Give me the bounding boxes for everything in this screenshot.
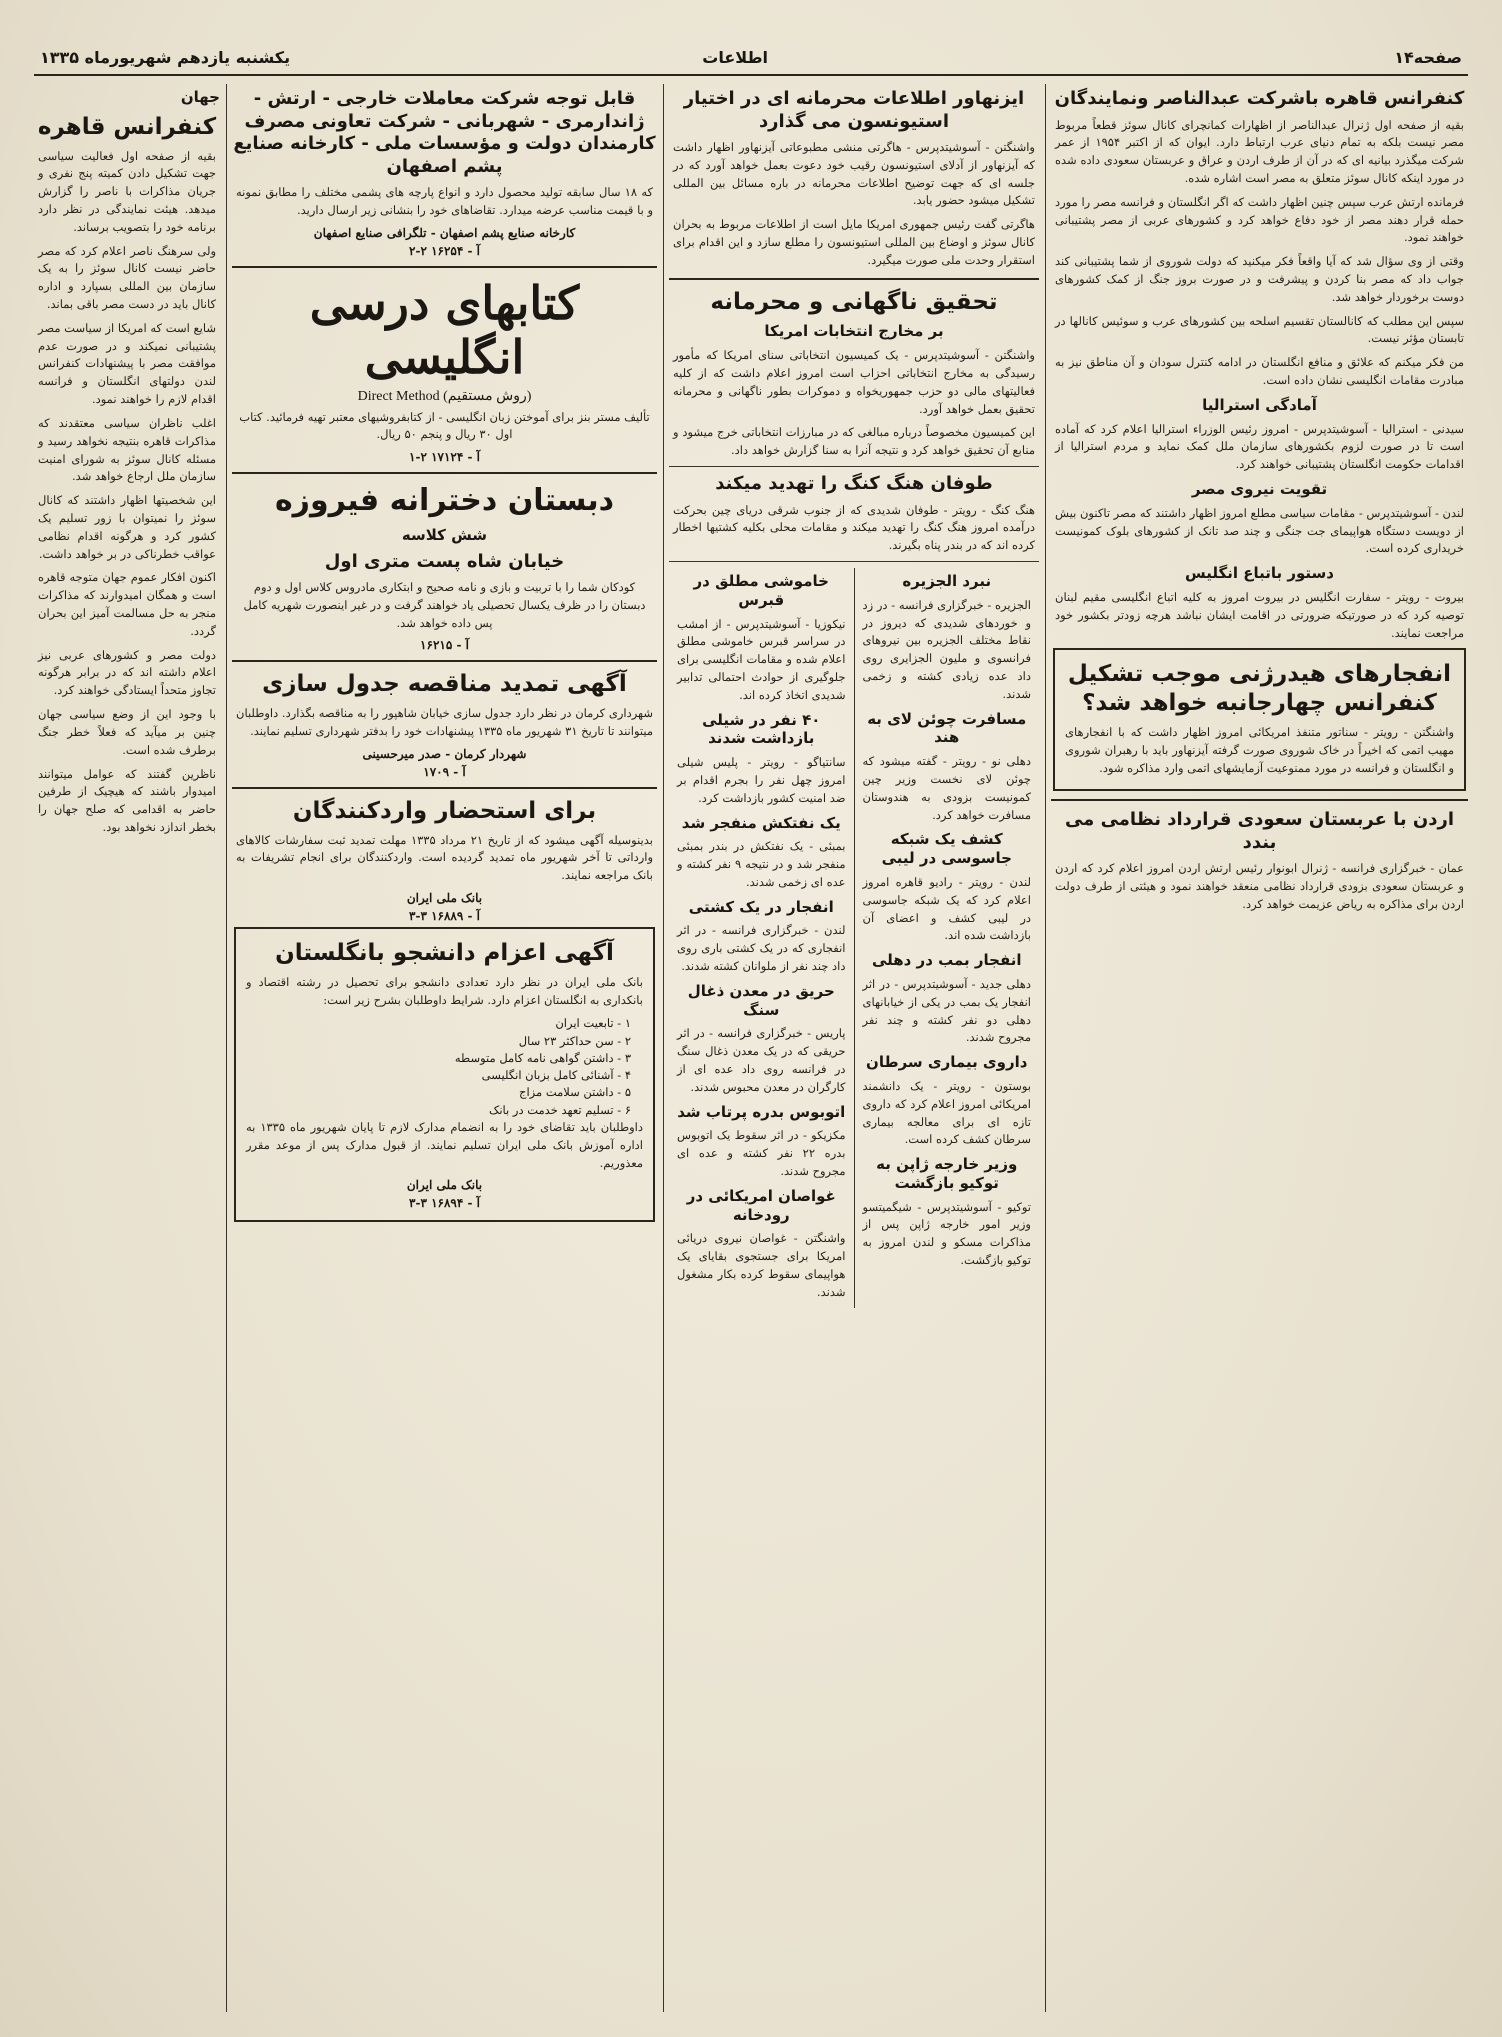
article-paragraph: مکزیکو - در اثر سقوط یک اتوبوس بدره ۲۲ نفر کشته و عده ای مجروح شدند. [677, 1128, 846, 1178]
article-paragraph: سیدنی - استرالیا - آسوشیتدپرس - امروز رئیس الوزراء استرالیا اعلام کرد که آماده است تا در صورت لزوم بکشورهای سازمان ملل کمک نماید و مردم استرالیا از اقدامات حکومت انگلستان پشتیبانی خواهند کرد. [1055, 421, 1464, 472]
article-paragraph: دولت مصر و کشورهای عربی نیز اعلام داشته اند که در برابر هرگونه تجاوز متحداً ایستادگی خواهند کرد. [38, 647, 216, 698]
article-paragraph: سانتیاگو - رویتر - پلیس شیلی امروز چهل نفر را بجرم اقدام بر ضد امنیت کشور بازداشت کرد. [677, 755, 846, 805]
article-paragraph: این کمیسیون مخصوصاً درباره مبالغی که در مبارزات انتخاباتی خرج میشود و منابع آن تحقیق خواهد کرد و نتیجه آنرا به سنا گزارش خواهد داد. [673, 425, 1035, 458]
ad-direct-method [232, 388, 657, 405]
article-paragraph: واشنگتن - رویتر - سناتور متنفذ امریکائی امروز اظهار داشت که با انفجارهای مهیب اتمی که اخیراً در خاک شوروی صورت گرفته آیزنهاور باید با رهبران شوروی و انگلستان و فرانسه در مورد ممنوعیت آزمایشهای اتمی وارد مذاکره شود. [1065, 724, 1454, 775]
subheading: ۴۰ نفر در شیلی بازداشت شدند [702, 710, 821, 748]
article-paragraph: هاگرتی گفت رئیس جمهوری امریکا مایل است از اطلاعات مربوط به بحران کانال سوئز و اوضاع بین المللی استیونسون را مطلع سازد و این اقدام برای استقرار وحدت ملی صورت میگیرد. [673, 217, 1035, 267]
ad-importers-title: برای استحضار واردکنندگان [292, 797, 597, 824]
article-paragraph: بقیه از صفحه اول ژنرال عبدالناصر از اظهارات کمانچرای کانال سوئز قطعاً مربوط مصر نیست بلکه به تمام دنیای عرب ارتباط دارد. ایوان که از اکتبر ۱۹۵۴ از عمر شرکت میگذرد بیانیه ای که در آن از طرف اردن و عراق و عربستان سعودی داده شده در مورد اینکه کانال سوئز متعلق به مصر است اشاره شده. [1055, 117, 1464, 185]
article-paragraph: سپس این مطلب که کانالستان تقسیم اسلحه بین کشورهای عرب و سوئیس کانالها در تابستان مؤثر نیست. [1055, 313, 1464, 346]
ad-code: آ - ۱۷۰۹ [423, 764, 466, 779]
divider [232, 266, 657, 268]
article-paragraph: دهلی جدید - آسوشیتدپرس - در اثر انفجار یک بمب در یکی از خیابانهای دهلی دو نفر کشته و چند نفر مجروح شدند. [862, 976, 1031, 1045]
subheading: نبرد الجزیره [902, 572, 992, 590]
ad-body: که ۱۸ سال سابقه تولید محصول دارد و انواع پارچه های پشمی مختلف را مطابق نمونه و با قیمت مناسب عرضه میدارد. تقاضاهای خود را بنشانی زیر ارسال دارید. [236, 185, 654, 217]
ad-code: آ - ۱۷۱۲۴ ۲-۱ [409, 450, 480, 465]
masthead [34, 44, 1468, 76]
subheadline-election-costs: بر مخارج انتخابات امریکا [764, 322, 944, 341]
requirement-item: ۱ - تابعیت ایران [555, 1016, 631, 1031]
article-paragraph: واشنگتن - آسوشیتدپرس - هاگرتی منشی مطبوعاتی آیزنهاور اظهار داشت که آیزنهاور از آدلای استیونسون رقیب خود دعوت بعمل خواهد آورد که در جلسه ای که جهت توضیح اطلاعات محرمانه در باره مسائل بین المللی تشکیل میشود حضور یابد. [673, 140, 1035, 208]
article-paragraph: وقتی از وی سؤال شد که آیا واقعاً فکر میکنید که دولت شوروی از شما پشتیبانی کند جواب داد که مصر بنا کردن و پیشرفت و در صورت بروز جنگ از کمک کشورهای دوست برخوردار خواهد شد. [1055, 254, 1464, 304]
ad-body: داوطلبان باید تقاضای خود را به انضمام مدارک لازم تا پایان شهریور ماه ۱۳۳۵ به اداره آموزش بانک ملی ایران تسلیم نمایند. از قبول مدارک پس از موعد مقرر معذوریم. [246, 1119, 643, 1170]
ad-tender-title: آگهی تمدید مناقصه جدول سازی [262, 671, 627, 698]
issue-date: یکشنبه یازدهم شهریورماه ۱۳۳۵ [40, 48, 291, 67]
article-paragraph: این شخصیتها اظهار داشتند که کانال سوئز را نمیتوان با زور تسلیم یک کشور کرد و هرگونه اقدام نظامی عواقب خطرناکی در بر خواهد داشت. [38, 493, 216, 561]
headline-hong-kong-typhoon: طوفان هنگ کنگ را تهدید میکند [715, 473, 993, 495]
article-paragraph: نیکوزیا - آسوشیتدپرس - از امشب در سراسر قبرس خاموشی مطلق اعلام شده و مقامات انگلیسی برای جلوگیری از حوادث احتمالی تدابیر شدیدی اتخاذ کرده اند. [677, 616, 846, 702]
short-news-column [669, 568, 855, 1308]
divider [1051, 799, 1468, 801]
divider [232, 787, 657, 789]
article-paragraph: واشنگتن - آسوشیتدپرس - یک کمیسیون انتخاباتی سنای امریکا که مأمور رسیدگی به مخارج انتخاباتی احزاب است امروز اعلام داشت که از کلیه فعالیتهای مالی دو حزب جمهوریخواه و دموکرات بطور ناگهانی و محرمانه تحقیق بعمل خواهد آورد. [673, 348, 1035, 416]
ad-method-persian: (روش مستقیم) [443, 388, 532, 404]
ad-school-subtitle: شش کلاسه [401, 525, 488, 544]
column-world [34, 84, 220, 2012]
subheading: وزیر خارجه ژاپن به توکیو بازگشت [876, 1155, 1018, 1192]
ad-code: آ - ۱۶۲۵۴ ۲-۲ [409, 243, 480, 258]
article-paragraph: اکنون افکار عموم جهان متوجه قاهره است و همگان امیدوارند که مذاکرات منجر به حل مسالمت آمیز این بحران گردد. [38, 570, 216, 638]
ad-english-books-title: کتابهای درسی انگلیسی [309, 275, 580, 384]
ad-body: بانک ملی ایران در نظر دارد تعدادی دانشجو برای تحصیل در رشته اقتصاد و بانکداری به انگلستان اعزام دارد. شرایط داوطلبان بشرح زیر است: [246, 974, 643, 1007]
requirement-item: ۲ - سن حداکثر ۲۳ سال [518, 1033, 631, 1048]
ad-signature: کارخانه صنایع پشم اصفهان - تلگرافی صنایع اصفهان [313, 225, 576, 240]
article-paragraph: ناظرین گفتند که عوامل میتوانند امیدوار باشند که هیچیک از طرفین حاضر به اقدامی که صلح جهان را بخطر اندازد نخواهد بود. [38, 766, 216, 834]
page-number: صفحه۱۴ [1394, 48, 1462, 67]
ad-body: کودکان شما را با تربیت و بازی و نامه صحیح و ابتکاری مادروس کلاس اول و دوم دبستان را در ظرف یکسال تحصیلی یاد خواهند گرفت و در غیر اینصورت شهریه کامل پس داده خواهد شد. [243, 580, 646, 630]
column-rule [663, 84, 664, 2012]
short-news-column [855, 568, 1040, 1308]
divider [232, 472, 657, 474]
article-paragraph: ولی سرهنگ ناصر اعلام کرد که مصر حاضر نیست کانال سوئز را به یک سازمان بین المللی بسپارد و اداره کانال باید در دست مصر باقی بماند. [38, 243, 216, 311]
article-paragraph: لندن - آسوشیتدپرس - مقامات سیاسی مطلع امروز اظهار داشتند که مصر تاکنون بیش از دویست دستگاه هواپیمای جت جنگی و چند صد تانک از کشورهای بلوک کمونیست خریداری کرده است. [1055, 505, 1464, 556]
divider [669, 466, 1039, 467]
ad-body: تألیف مستر بنز برای آموختن زبان انگلیسی - از کتابفروشیهای معتبر تهیه فرمائید. کتاب اول ۳۰ ریال و پنجم ۵۰ ریال. [239, 409, 650, 442]
column-advertisements [232, 84, 657, 2012]
ad-code: آ - ۱۶۸۹۴ ۳-۳ [409, 1196, 480, 1211]
ad-students-title: آگهی اعزام دانشجو بانگلستان [275, 940, 614, 966]
article-paragraph: بوستون - رویتر - یک دانشمند امریکائی امروز اعلام کرد که داروی تازه ای برای معالجه بیماری سرطان کشف کرده است. [862, 1078, 1031, 1147]
article-paragraph: فرمانده ارتش عرب سپس چنین اظهار داشت که اگر انگلستان و فرانسه مصر را مورد حمله قرار دهند مصر از خود دفاع خواهد کرد و کشورهای عربی از مصر پشتیبانی خواهند نمود. [1055, 194, 1464, 245]
article-paragraph: با وجود این از وضع سیاسی جهان چنین بر میآید که فعلاً خطر جنگ برطرف شده است. [38, 707, 216, 757]
short-news-columns [669, 568, 1039, 1308]
ad-isfahan-wool-title: قابل توجه شرکت معاملات خارجی - ارتش - ژاندارمری - شهربانی - شرکت تعاونی مصرف کارمندان دولت و مؤسسات ملی - کارخانه صنایع پشم اصفهان [233, 88, 656, 177]
column-rule [1045, 84, 1046, 2012]
article-paragraph: لندن - رویتر - رادیو قاهره امروز اعلام کرد که یک شبکه جاسوسی در لیبی کشف و اعضای آن بازداشت شده اند. [862, 874, 1031, 943]
ad-body: شهرداری کرمان در نظر دارد جدول سازی خیابان شاهپور را به مناقصه بگذارد. داوطلبان میتوانند تا تاریخ ۳۱ شهریور ماه ۱۳۳۵ پیشنهادات خود را بدفتر شهرداری تسلیم نمایند. [236, 706, 653, 738]
ad-signature: بانک ملی ایران [406, 1178, 483, 1193]
ad-method-english: Direct Method [357, 388, 440, 404]
article-paragraph: شایع است که امریکا از سیاست مصر پشتیبانی نمیکند و در صورت عدم موافقت مصر با پیشنهادات کنفرانس لندن دولتهای انگلستان و فرانسه اقدام لازم را خواهند نمود. [38, 320, 216, 407]
column-international-news [1051, 84, 1468, 2012]
article-paragraph: پاریس - خبرگزاری فرانسه - در اثر حریقی که در یک معدن ذغال سنگ در فرانسه روی داد عده ای از کارگران در معدن محبوس شدند. [677, 1026, 846, 1094]
article-paragraph: بقیه از صفحه اول فعالیت سیاسی جهت تشکیل دادن کمیته پنج نفری و جریان مذاکرات با ناصر را گزارش میدهد. هیئت نمایندگی در نظر دارد برنامه خود را بتصویب برساند. [38, 148, 216, 234]
article-paragraph: بمبئی - یک نفتکش در بندر بمبئی منفجر شد و در نتیجه ۹ نفر کشته و عده ای زخمی شدند. [677, 839, 846, 889]
headline-eisenhower-stevenson: ایزنهاور اطلاعات محرمانه ای در اختیار استیونسون می گذارد [683, 88, 1025, 132]
headline-jordan-saudi-pact: اردن با عربستان سعودی قرارداد نظامی می بندد [1064, 809, 1455, 853]
subheading: حریق در معدن ذغال سنگ [687, 981, 835, 1019]
subheading: انفجار در یک کشتی [688, 897, 834, 916]
subheading: کشف یک شبکه جاسوسی در لیبی [881, 830, 1012, 868]
requirement-item: ۵ - داشتن سلامت مزاج [519, 1085, 631, 1100]
newspaper-name: اطلاعات [702, 48, 768, 67]
article-paragraph: لندن - خبرگزاری فرانسه - در اثر انفجاری که در یک کشتی باری روی داد چند نفر از ملوانان کشته شدند. [677, 923, 846, 974]
divider [669, 561, 1039, 562]
article-paragraph: عمان - خبرگزاری فرانسه - ژنرال ابونوار رئیس ارتش اردن امروز اعلام کرد که اردن و عربستان سعودی بزودی قرارداد نظامی منعقد خواهند نمود و هیئتی از طرف دولت اردن برای مذاکره به ریاض عزیمت خواهد کرد. [1055, 861, 1464, 911]
subheading: اتوبوس بدره پرتاب شد [677, 1102, 846, 1121]
ad-student-box [234, 927, 655, 1222]
headline-cairo: کنفرانس قاهره [37, 113, 217, 140]
divider [232, 660, 657, 662]
ad-code: آ - ۱۶۲۱۵ [420, 638, 469, 653]
subheading-australia: آمادگی استرالیا [1202, 395, 1317, 414]
headline-hydrogen-explosions: انفجارهای هیدرژنی موجب تشکیل کنفرانس چهارجانبه خواهد شد؟ [1067, 661, 1452, 717]
column-rule [226, 84, 227, 2012]
article-paragraph: هنگ کنگ - رویتر - طوفان شدیدی که از جنوب شرقی دریای چین بحرکت درآمده امروز هنگ کنگ را تهدید میکند و مقامات محلی بکلیه کشتیها اخطار کرده اند که در بندر پناه بگیرند. [673, 502, 1035, 553]
divider [669, 278, 1039, 280]
ad-body: بدینوسیله آگهی میشود که از تاریخ ۲۱ مرداد ۱۳۳۵ مهلت تمدید ثبت سفارشات کالاهای وارداتی تا آخر شهریور ماه تمدید گردیده است. واردکنندگان برای انجام تشریفات به بانک مراجعه نمایند. [236, 832, 653, 883]
subheading: داروی بیماری سرطان [866, 1053, 1028, 1072]
subheading: انفجار بمب در دهلی [871, 951, 1022, 970]
ad-signature: شهردار کرمان - صدر میرحسینی [362, 746, 527, 761]
ad-firouzeh-school-title: دبستان دخترانه فیروزه [274, 483, 615, 519]
column-world-news [669, 84, 1039, 2012]
subheading-british-nationals: دستور باتباع انگلیس [1185, 564, 1334, 583]
ad-code: آ - ۱۶۸۸۹ ۳-۳ [409, 909, 480, 923]
subheading: مسافرت چوئن لای به هند [867, 709, 1027, 747]
ad-signature: بانک ملی ایران [406, 891, 483, 905]
section-label: جهان [180, 88, 220, 106]
ad-school-address: خیابان شاه پست متری اول [324, 550, 565, 572]
article-paragraph: واشنگتن - غواصان نیروی دریائی امریکا برای جستجوی بقایای یک هواپیمای سقوط کرده بکار مشغول شدند. [677, 1231, 846, 1299]
article-paragraph: بیروت - رویتر - سفارت انگلیس در بیروت امروز به کلیه اتباع انگلیسی مقیم لبنان توصیه کرد که در صورتیکه ضرورتی در اقامت ایشان نباشد هرچه زودتر بکشور خود مراجعت نمایند. [1055, 590, 1464, 640]
subheading: غواصان امریکائی در رودخانه [686, 1186, 836, 1224]
subheading: یک نفتکش منفجر شد [681, 813, 841, 832]
article-paragraph: اغلب ناظران سیاسی معتقدند که مذاکرات قاهره بنتیجه نخواهد رسید و مسئله کانال سوئز به شورای امنیت سازمان ملل ارجاع خواهد شد. [38, 415, 216, 484]
article-paragraph: من فکر میکنم که علائق و منافع انگلستان در ادامه کنترل سودان و آن مناطق نیز به مبادرت مقامات انگلیسی نشان داده است. [1055, 355, 1464, 388]
headline-cairo-conference: کنفرانس قاهره باشرکت عبدالناصر ونمایندگان [1054, 88, 1465, 109]
requirement-item: ۶ - تسلیم تعهد خدمت در بانک [489, 1102, 631, 1117]
article-paragraph: دهلی نو - رویتر - گفته میشود که چوئن لای نخست وزیر چین کمونیست بزودی به هندوستان مسافرت خواهد کرد. [862, 754, 1031, 822]
subheading-egypt-forces: تقویت نیروی مصر [1191, 480, 1328, 499]
subheading: خاموشی مطلق در قبرس [693, 572, 829, 609]
requirement-item: ۳ - داشتن گواهی نامه کامل متوسطه [454, 1050, 631, 1065]
boxed-article [1053, 648, 1466, 791]
requirement-item: ۴ - آشنائی کامل بزبان انگلیسی [481, 1068, 631, 1083]
headline-secret-inquiry: تحقیق ناگهانی و محرمانه [710, 288, 998, 315]
article-paragraph: توکیو - آسوشیتدپرس - شیگمیتسو وزیر امور خارجه ژاپن پس از مذاکرات مسکو و لندن امروز به توکیو بازگشت. [862, 1199, 1031, 1268]
article-paragraph: الجزیره - خبرگزاری فرانسه - در زد و خوردهای شدیدی که دیروز در نقاط مختلف الجزیره بین نیروهای فرانسوی و ملیون الجزایری روی داد عده زیادی کشته و زخمی شدند. [862, 597, 1031, 701]
